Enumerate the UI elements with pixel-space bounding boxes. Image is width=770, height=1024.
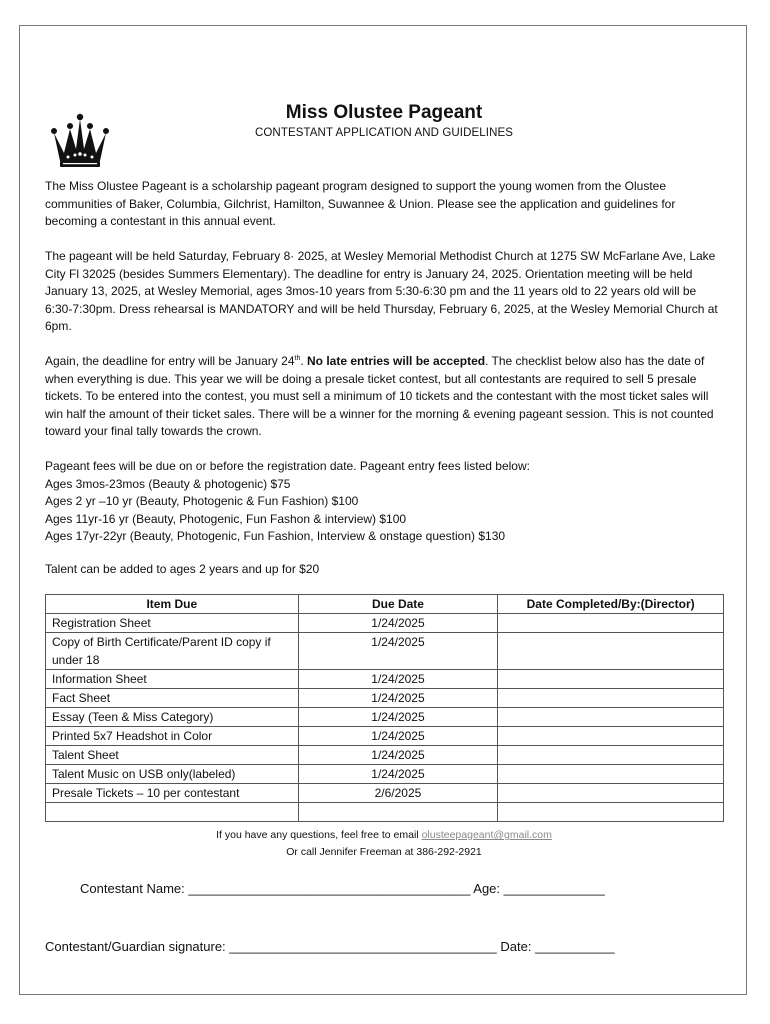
- fees-section: [45, 458, 725, 546]
- contact-email-line: [20, 829, 748, 841]
- completed-cell[interactable]: [498, 633, 724, 670]
- schedule-text-b: 2025, at Wesley Memorial Methodist Church at 1275 SW McFarlane Ave, Lake City Fl 32025 (besides Summers Elementary). The deadline for entry is January 24, 2025. Orientation meeting will be held January 13, 2025, at Wesley Memorial, ages 3mos-10 years from 5:30-6:30 pm and the 11 years old to 22 years old will be 6:30-7:30pm. Dress rehearsal is MANDATORY and will be held Thursday, February 6, 2025, at the Wesley Memorial Church at 6pm.: [45, 249, 718, 333]
- name-field[interactable]: _______________________________________: [188, 881, 471, 896]
- completed-cell[interactable]: [498, 670, 724, 689]
- deadline-bold: No late entries will be accepted: [307, 354, 486, 368]
- fee-line: Ages 11yr-16 yr (Beauty, Photogenic, Fun Fashon & interview) $100: [45, 511, 407, 526]
- header-due-date: Due Date: [298, 595, 498, 614]
- completed-cell[interactable]: [498, 784, 724, 803]
- due-cell: 2/6/2025: [298, 784, 498, 803]
- item-cell: Talent Music on USB only(labeled): [46, 765, 299, 784]
- due-cell: 1/24/2025: [298, 633, 498, 670]
- page-subtitle: CONTESTANT APPLICATION AND GUIDELINES: [254, 127, 514, 139]
- due-cell: 1/24/2025: [298, 746, 498, 765]
- page-title: Miss Olustee Pageant: [285, 102, 483, 123]
- table-row: [46, 670, 724, 689]
- fee-line: Ages 3mos-23mos (Beauty & photogenic) $75: [45, 476, 291, 491]
- signature-label: Contestant/Guardian signature:: [45, 939, 230, 954]
- table-row: [46, 614, 724, 633]
- item-cell: Presale Tickets – 10 per contestant: [46, 784, 299, 803]
- item-cell[interactable]: [46, 803, 299, 822]
- age-field[interactable]: ______________: [503, 881, 605, 896]
- email-link[interactable]: olusteepageant@gmail.com: [421, 829, 552, 841]
- item-cell: Information Sheet: [46, 670, 299, 689]
- fee-line: Ages 17yr-22yr (Beauty, Photogenic, Fun Fashion, Interview & onstage question) $130: [45, 529, 506, 543]
- document-page: [19, 25, 747, 995]
- contact-phone-line: Or call Jennifer Freeman at 386-292-2921: [286, 846, 482, 858]
- completed-cell[interactable]: [498, 614, 724, 633]
- intro-paragraph: The Miss Olustee Pageant is a scholarship pageant program designed to support the young women from the Olustee communities of Baker, Columbia, Gilchrist, Hamilton, Suwannee & Union. Please see the application and guidelines for becoming a contestant in this annual event.: [45, 179, 676, 228]
- checklist-table: [45, 594, 724, 822]
- table-row: [46, 633, 724, 670]
- fee-line: Ages 2 yr –10 yr (Beauty, Photogenic & Fun Fashion) $100: [45, 494, 359, 508]
- table-row: [46, 765, 724, 784]
- header-date-completed: Date Completed/By:(Director): [498, 595, 724, 614]
- completed-cell[interactable]: [498, 803, 724, 822]
- deadline-text-c: . The checklist below also has the date of when everything is due. This year we will be doing a presale ticket contest, but all contestants are required to sell 5 presale tickets. To be entered into the contest, you must sell a minimum of 10 tickets and the contestant with the most ticket sales will win half the amount of their ticket sales. There will be a winner for the morning & evening pageant session. This is not counted toward your final tally towards the crown.: [45, 354, 714, 438]
- table-header-row: [46, 595, 724, 614]
- due-cell: 1/24/2025: [298, 670, 498, 689]
- deadline-paragraph: [45, 353, 725, 441]
- age-label: Age:: [470, 881, 504, 896]
- table-row: [46, 746, 724, 765]
- schedule-text-a: The pageant will be held Saturday, February 8: [45, 249, 291, 263]
- table-row: [46, 708, 724, 727]
- due-cell: 1/24/2025: [298, 765, 498, 784]
- deadline-sup: th: [294, 355, 301, 362]
- item-cell: Fact Sheet: [46, 689, 299, 708]
- due-cell: 1/24/2025: [298, 689, 498, 708]
- due-cell: 1/24/2025: [298, 708, 498, 727]
- due-cell: 1/24/2025: [298, 727, 498, 746]
- deadline-text-b: .: [300, 354, 308, 368]
- signature-field[interactable]: _____________________________________: [229, 939, 497, 954]
- table-row: [46, 689, 724, 708]
- completed-cell[interactable]: [498, 689, 724, 708]
- item-cell: Copy of Birth Certificate/Parent ID copy if under 18: [46, 633, 299, 670]
- table-row: [46, 727, 724, 746]
- completed-cell[interactable]: [498, 746, 724, 765]
- date-field[interactable]: ___________: [535, 939, 615, 954]
- due-cell: 1/24/2025: [298, 614, 498, 633]
- fees-intro: Pageant fees will be due on or before the registration date. Pageant entry fees listed below:: [45, 459, 530, 473]
- contact-prefix: If you have any questions, feel free to email: [216, 829, 422, 841]
- contestant-name-row: [80, 881, 605, 896]
- completed-cell[interactable]: [498, 727, 724, 746]
- talent-note: Talent can be added to ages 2 years and up for $20: [45, 562, 320, 576]
- completed-cell[interactable]: [498, 708, 724, 727]
- item-cell: Talent Sheet: [46, 746, 299, 765]
- table-row: [46, 784, 724, 803]
- item-cell: Printed 5x7 Headshot in Color: [46, 727, 299, 746]
- signature-row: [45, 939, 615, 954]
- deadline-text-a: Again, the deadline for entry will be January 24: [45, 354, 295, 368]
- name-label: Contestant Name:: [80, 881, 189, 896]
- table-row-empty: [46, 803, 724, 822]
- item-cell: Essay (Teen & Miss Category): [46, 708, 299, 727]
- date-label: Date:: [496, 939, 536, 954]
- item-cell: Registration Sheet: [46, 614, 299, 633]
- schedule-paragraph: The pageant will be held Saturday, February 8· 2025, at Wesley Memorial Methodist Church at 1275 SW McFarlane Ave, Lake City Fl 32025 (besides Summers Elementary). The deadline for entry is January 24, 2025. Orientation meeting will be held January 13, 2025, at Wesley Memorial, ages 3mos-10 years from 5:30-6:30 pm and the 11 years old to 22 years old will be 6:30-7:30pm. Dress rehearsal is MANDATORY and will be held Thursday, February 6, 2025, at the Wesley Memorial Church at 6pm.: [45, 249, 718, 333]
- header-item-due: Item Due: [46, 595, 299, 614]
- due-cell[interactable]: [298, 803, 498, 822]
- completed-cell[interactable]: [498, 765, 724, 784]
